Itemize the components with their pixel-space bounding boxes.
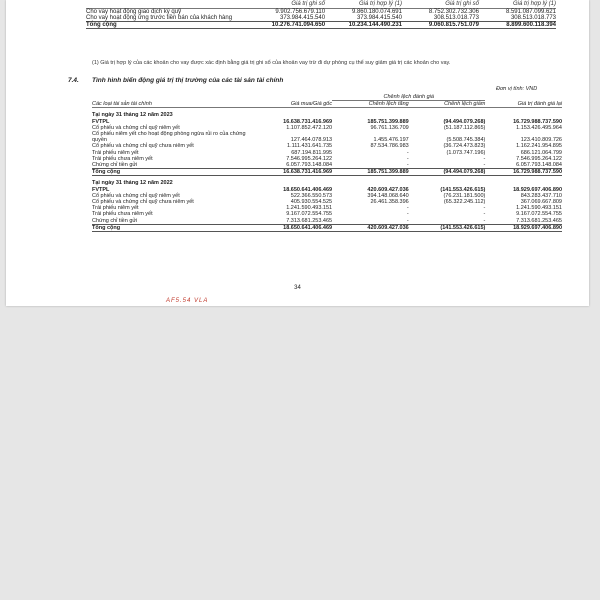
cell-value: 405.930.554.525 [290, 199, 333, 206]
cell-value: 7.546.995.264.122 [286, 155, 333, 162]
cell-value: (51.187.112.865) [443, 124, 486, 131]
cell-value: 7.546.995.264.122 [516, 155, 562, 162]
cell-value: 7.313.681.253.465 [286, 217, 333, 224]
cell-value: 10.234.144.490.231 [325, 22, 402, 29]
cell-value: 686.121.064.799 [520, 149, 562, 156]
cell-value: - [483, 162, 486, 169]
cell-value: 18.929.697.406.890 [485, 224, 562, 231]
section-number: 7.4. [68, 77, 79, 84]
cell-value: 420.609.427.036 [332, 224, 409, 231]
cell-value: 8.752.302.732.306 [428, 9, 479, 15]
cell-value: (141.553.426.615) [440, 186, 486, 193]
cell-value: 1.107.852.472.120 [286, 124, 333, 131]
cell-value: 420.609.427.036 [367, 186, 409, 193]
cell-value: 9.860.180.074.691 [351, 9, 402, 15]
group-header: Chênh lệch đánh giá [332, 94, 485, 101]
row-label: Trái phiếu chưa niêm yết [92, 211, 153, 218]
total-row [86, 22, 556, 29]
cell-value: - [406, 162, 409, 169]
row-label: Cổ phiếu và chứng chỉ quỹ chưa niêm yết [92, 143, 194, 150]
date-heading: Tại ngày 31 tháng 12 năm 2023 [92, 112, 173, 119]
row-label: Cổ phiếu niêm yết cho hoạt động phòng ngừa rủi ro của chứng quyền [92, 131, 246, 144]
cell-value: 127.464.078.913 [290, 137, 333, 144]
cell-value: - [483, 205, 486, 212]
column-header: Giá trị đánh giá lại [485, 101, 562, 108]
cell-value: - [483, 155, 486, 162]
date-heading: Tại ngày 31 tháng 12 năm 2022 [92, 180, 173, 187]
column-header: Giá trị hợp lý (1) [325, 0, 402, 9]
table-row [92, 162, 562, 169]
cell-value: 18.650.641.406.469 [283, 186, 333, 193]
date-heading-row [92, 108, 562, 119]
cell-value: 18.650.641.406.469 [255, 224, 332, 231]
document-page [6, 0, 589, 306]
row-label: Tổng cộng [86, 22, 248, 29]
cell-value: - [483, 217, 486, 224]
cell-value: 26.461.358.396 [370, 199, 409, 206]
table-header-row [86, 0, 556, 9]
cell-value: 8.899.600.118.394 [479, 22, 556, 29]
row-label: Trái phiếu chưa niêm yết [92, 155, 153, 162]
cell-value: 16.729.988.737.590 [513, 118, 562, 125]
cell-value: 96.761.136.709 [370, 124, 409, 131]
column-header: Giá trị hợp lý (1) [479, 0, 556, 9]
cell-value: 87.534.786.983 [370, 143, 409, 150]
row-label: Cho vay hoạt động ứng trước tiền bán của khách hàng [86, 15, 233, 21]
cell-value: 9.167.072.554.755 [286, 211, 333, 218]
cell-value: - [406, 211, 409, 218]
total-row [92, 169, 562, 176]
table-header-row [92, 101, 562, 108]
cell-value: (94.494.079.268) [409, 169, 486, 176]
cell-value: 6.057.793.148.084 [516, 162, 562, 169]
cell-value: 1.162.241.954.895 [516, 143, 562, 150]
cell-value: (76.231.181.500) [443, 192, 486, 199]
cell-value: 9.167.072.554.755 [516, 211, 562, 218]
row-label: Cổ phiếu và chứng chỉ quỹ niêm yết [92, 124, 180, 131]
column-header: Giá mua/Giá gốc [255, 101, 332, 108]
row-label: Trái phiếu niêm yết [92, 205, 139, 212]
cell-value: 18.929.697.406.890 [513, 186, 562, 193]
row-label: Cổ phiếu và chứng chỉ quỹ chưa niêm yết [92, 199, 194, 206]
page-number: 34 [294, 285, 301, 291]
table-row [92, 218, 562, 225]
row-label: Cổ phiếu và chứng chỉ quỹ niêm yết [92, 192, 180, 199]
cell-value: - [406, 149, 409, 156]
cell-value: 185.751.399.889 [332, 169, 409, 176]
cell-value: - [406, 205, 409, 212]
cell-value: 1.455.476.197 [373, 137, 409, 144]
cell-value: 843.283.437.710 [520, 192, 562, 199]
table-row [92, 131, 562, 143]
column-header: Giá trị ghi sổ [402, 0, 479, 9]
cell-value: 16.638.731.416.969 [255, 169, 332, 176]
cell-value: 394.148.068.640 [367, 192, 409, 199]
row-label: Cho vay hoạt động giao dịch ký quỹ [86, 9, 182, 15]
cell-value: (1.073.747.196) [446, 149, 486, 156]
cell-value: 1.153.426.495.964 [516, 124, 562, 131]
cell-value: 8.591.087.099.621 [505, 9, 556, 15]
cell-value: (94.494.079.268) [443, 118, 486, 125]
cell-value: 185.751.399.889 [367, 118, 409, 125]
cell-value: 373.984.415.540 [279, 15, 326, 21]
cell-value: 522.366.550.573 [290, 192, 333, 199]
row-label: Tổng cộng [92, 169, 255, 176]
cell-value: (65.322.245.112) [443, 199, 486, 206]
cell-value: 367.069.667.809 [520, 199, 562, 206]
row-label: FVTPL [92, 186, 110, 193]
loan-fair-value-table [86, 0, 556, 29]
cell-value: 687.194.811.995 [291, 149, 333, 156]
footnote: (1) Giá trị hợp lý của các khoản cho vay được xác định bằng giá trị ghi sổ của khoản vay trừ đi dự phòng cụ thể suy giảm giá trị các khoản cho vay. [92, 60, 451, 66]
cell-value: 16.729.988.737.590 [485, 169, 562, 176]
row-label: Tổng cộng [92, 224, 255, 231]
section-title: Tình hình biến động giá trị thị trường của các tài sản tài chính [92, 77, 284, 84]
cell-value: 373.984.415.540 [356, 15, 402, 21]
column-header: Các loại tài sản tài chính [92, 101, 255, 108]
total-row [92, 224, 562, 231]
cell-value: 123.410.809.726 [520, 137, 562, 144]
cell-value: - [406, 217, 409, 224]
cell-value: 1.241.590.493.151 [286, 205, 333, 212]
handwritten-annotation: AF5.54 VLA [166, 298, 209, 304]
row-label: FVTPL [92, 118, 110, 125]
cell-value: 1.241.590.493.151 [516, 205, 562, 212]
cell-value: 16.638.731.416.969 [283, 118, 333, 125]
cell-value: - [483, 211, 486, 218]
cell-value: 308.513.018.773 [433, 15, 479, 21]
row-label: Chứng chỉ tiền gửi [92, 217, 138, 224]
group-header-row [92, 94, 562, 101]
cell-value: (141.553.426.615) [409, 224, 486, 231]
row-label: Trái phiếu niêm yết [92, 149, 139, 156]
date-heading-row [92, 176, 562, 187]
cell-value: - [406, 155, 409, 162]
cell-value: 7.313.681.253.465 [516, 217, 562, 224]
cell-value: 1.111.431.641.735 [287, 143, 333, 150]
column-header: Giá trị ghi sổ [248, 0, 325, 9]
unit-label: Đơn vị tính: VND [496, 86, 538, 92]
cell-value: (36.724.473.823) [443, 143, 486, 150]
cell-value: 9.060.815.751.079 [402, 22, 479, 29]
cell-value: 9.902.756.679.110 [275, 9, 326, 15]
cell-value: 6.057.793.148.084 [286, 162, 333, 169]
row-label: Chứng chỉ tiền gửi [92, 162, 138, 169]
cell-value: 10.276.741.094.650 [248, 22, 325, 29]
market-value-table [92, 94, 562, 232]
cell-value: (5.508.745.384) [446, 137, 486, 144]
column-header: Chênh lệch giảm [409, 101, 486, 108]
column-header: Chênh lệch tăng [332, 101, 409, 108]
cell-value: 308.513.018.773 [510, 15, 556, 21]
